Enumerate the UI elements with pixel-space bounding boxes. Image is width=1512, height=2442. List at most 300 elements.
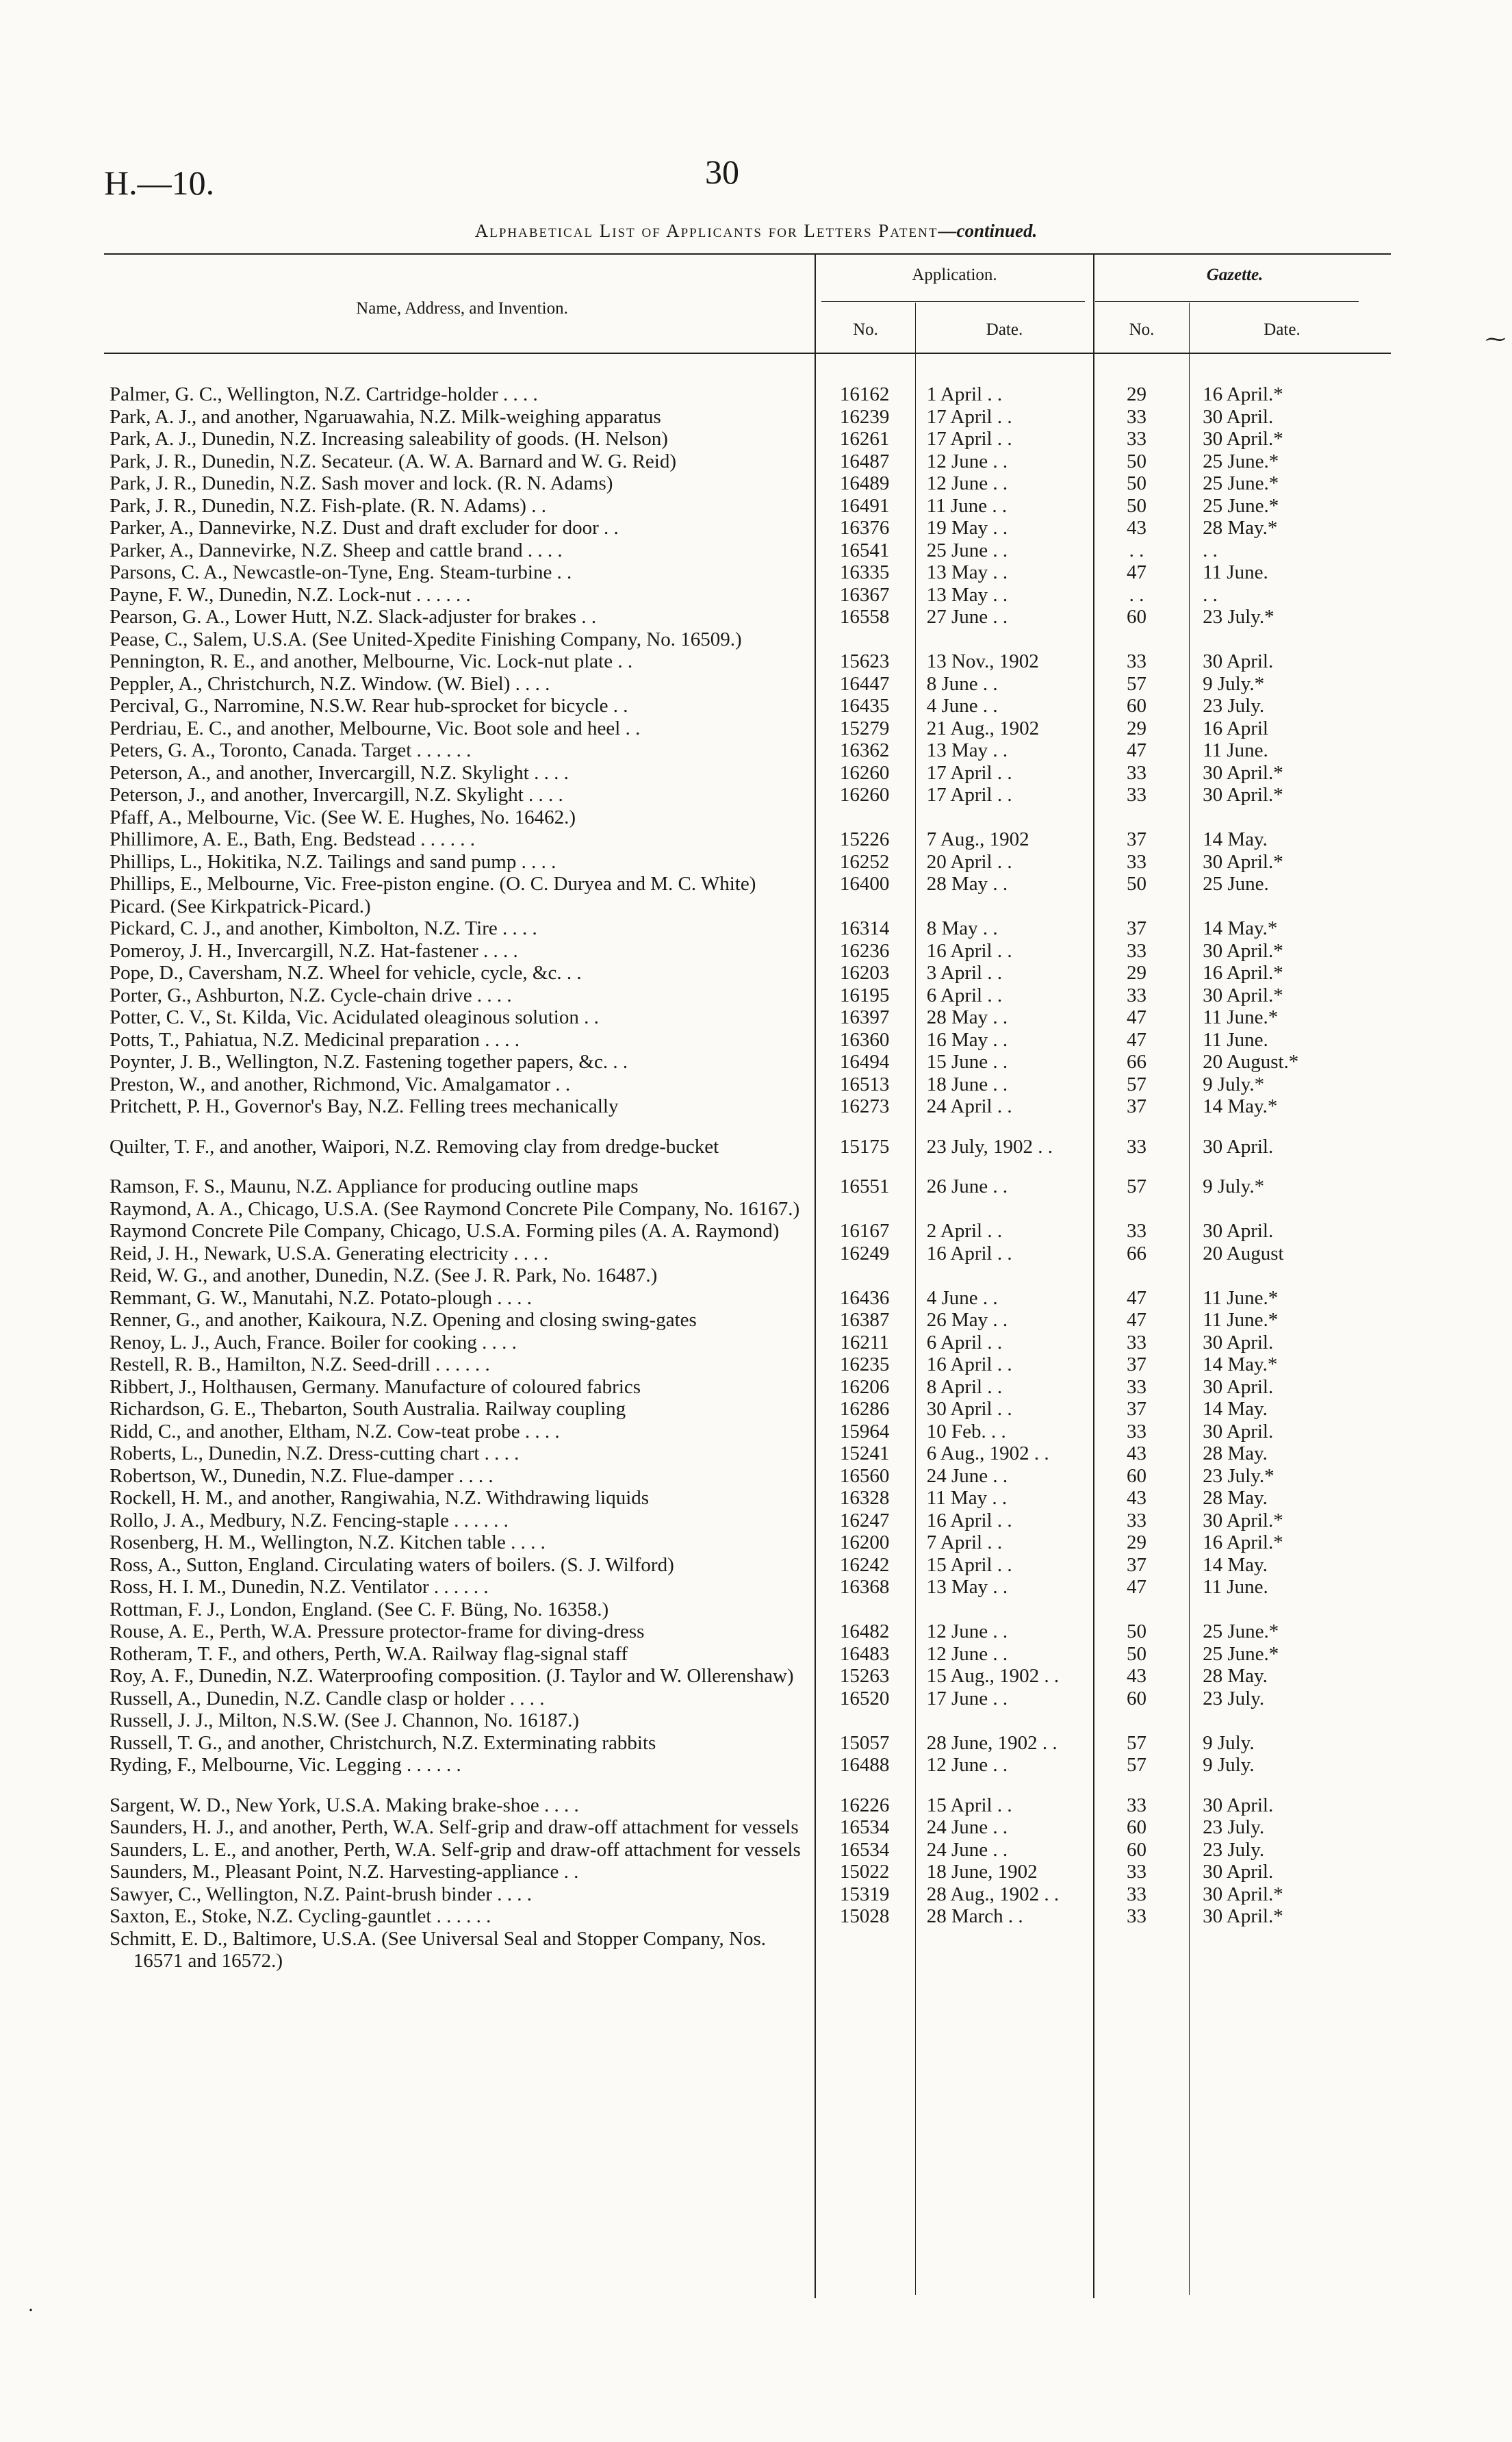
application-no: 15263 xyxy=(839,1665,890,1687)
table-row xyxy=(110,1243,1342,1265)
table-row xyxy=(110,1732,1342,1755)
gazette-no: 66 xyxy=(1127,1051,1147,1073)
application-no: 16260 xyxy=(839,761,890,784)
applicant-name: Quilter, T. F., and another, Waipori, N.Z. Removing clay from dredge-bucket xyxy=(110,1135,719,1158)
application-no: 16260 xyxy=(839,784,890,806)
gazette-date: 9 July. xyxy=(1203,1754,1255,1776)
applicant-name: Russell, J. J., Milton, N.S.W. (See J. Channon, No. 16187.) xyxy=(110,1709,580,1731)
application-date: 16 April . . xyxy=(926,1509,1012,1531)
gazette-date: 14 May. xyxy=(1203,1553,1268,1576)
application-date: 12 June . . xyxy=(926,472,1008,494)
application-no: 16167 xyxy=(839,1220,890,1242)
gazette-date: 25 June.* xyxy=(1203,450,1279,472)
gazette-date: 30 April. xyxy=(1203,1331,1274,1353)
application-no: 16482 xyxy=(839,1620,890,1642)
gazette-no: 43 xyxy=(1127,1487,1147,1509)
applicant-name: Restell, R. B., Hamilton, N.Z. Seed-drill . . . . . . xyxy=(110,1353,490,1375)
gazette-date: 16 April xyxy=(1203,717,1268,739)
application-no: 15623 xyxy=(839,650,890,672)
gazette-date: 23 July. xyxy=(1203,1838,1265,1861)
applicant-name: Ramson, F. S., Maunu, N.Z. Appliance for producing outline maps xyxy=(110,1175,639,1197)
applicant-name: Russell, A., Dunedin, N.Z. Candle clasp or holder . . . . xyxy=(110,1687,545,1709)
applicant-name: Picard. (See Kirkpatrick-Picard.) xyxy=(110,895,371,917)
gazette-date: 23 July. xyxy=(1203,695,1265,717)
applicant-name: Roberts, L., Dunedin, N.Z. Dress-cutting chart . . . . xyxy=(110,1442,520,1464)
gazette-date: 30 April.* xyxy=(1203,784,1283,806)
gazette-no: 50 xyxy=(1127,1620,1147,1642)
applicant-name: Rottman, F. J., London, England. (See C. F. Büng, No. 16358.) xyxy=(110,1598,609,1620)
applicant-list xyxy=(110,383,1342,1972)
application-date: 30 April . . xyxy=(926,1398,1012,1420)
applicant-name: Pritchett, P. H., Governor's Bay, N.Z. Felling trees mechanically xyxy=(110,1095,619,1117)
applicant-name: Park, J. R., Dunedin, N.Z. Secateur. (A. W. A. Barnard and W. G. Reid) xyxy=(110,450,677,472)
application-date: 6 April . . xyxy=(926,1331,1003,1353)
applicant-name: Saunders, H. J., and another, Perth, W.A. Self-grip and draw-off attachment for vessels xyxy=(110,1816,799,1838)
application-underline xyxy=(821,301,1085,302)
applicant-name: Phillips, E., Melbourne, Vic. Free-piston engine. (O. C. Duryea and M. C. White) xyxy=(110,873,756,895)
applicant-name: Preston, W., and another, Richmond, Vic. Amalgamator . . xyxy=(110,1073,571,1095)
table-row xyxy=(110,1905,1342,1928)
applicant-name: Sargent, W. D., New York, U.S.A. Making brake-shoe . . . . xyxy=(110,1794,579,1816)
applicant-name: Rockell, H. M., and another, Rangiwahia, N.Z. Withdrawing liquids xyxy=(110,1487,650,1509)
gazette-no: 50 xyxy=(1127,450,1147,472)
application-no: 16368 xyxy=(839,1576,890,1598)
applicant-name: Saunders, M., Pleasant Point, N.Z. Harvesting-appliance . . xyxy=(110,1861,579,1883)
application-no: 16226 xyxy=(839,1794,890,1816)
gazette-date: 30 April. xyxy=(1203,1420,1274,1442)
gazette-no: 47 xyxy=(1127,561,1147,583)
application-no: 15175 xyxy=(839,1135,890,1158)
table-row xyxy=(110,1051,1342,1073)
application-date: 28 May . . xyxy=(926,1006,1008,1028)
gazette-date: 11 June. xyxy=(1203,1028,1268,1051)
table-row xyxy=(110,1095,1342,1118)
application-no: 16520 xyxy=(839,1687,890,1709)
gazette-date: 30 April. xyxy=(1203,1861,1274,1883)
application-date: 8 April . . xyxy=(926,1375,1003,1398)
application-date: 15 April . . xyxy=(926,1794,1012,1816)
table-row xyxy=(110,517,1342,539)
applicant-name: Pennington, R. E., and another, Melbourne, Vic. Lock-nut plate . . xyxy=(110,650,633,672)
applicant-name: Poynter, J. B., Wellington, N.Z. Fastening together papers, &c. . . xyxy=(110,1051,628,1073)
table-row xyxy=(110,495,1342,518)
application-no: 15964 xyxy=(839,1420,890,1442)
application-date: 6 Aug., 1902 . . xyxy=(926,1442,1049,1464)
table-row xyxy=(110,739,1342,762)
applicant-name: Pease, C., Salem, U.S.A. (See United-Xpedite Finishing Company, No. 16509.) xyxy=(110,628,742,650)
gazette-date: 30 April.* xyxy=(1203,1509,1283,1531)
gazette-no: 33 xyxy=(1127,784,1147,806)
table-row xyxy=(110,1442,1342,1465)
applicant-name: Porter, G., Ashburton, N.Z. Cycle-chain drive . . . . xyxy=(110,984,512,1006)
gazette-no: 37 xyxy=(1127,828,1147,850)
applicant-name: Raymond Concrete Pile Company, Chicago, U.S.A. Forming piles (A. A. Raymond) xyxy=(110,1220,780,1242)
application-date-header: Date. xyxy=(986,320,1023,339)
applicant-name: Park, J. R., Dunedin, N.Z. Sash mover and lock. (R. N. Adams) xyxy=(110,472,613,494)
application-date: 12 June . . xyxy=(926,1620,1008,1642)
application-no: 16236 xyxy=(839,939,890,962)
name-column-header: Name, Address, and Invention. xyxy=(356,299,568,318)
application-date: 11 June . . xyxy=(926,494,1008,517)
gazette-date: 30 April.* xyxy=(1203,850,1283,873)
application-no: 15279 xyxy=(839,717,890,739)
application-date: 28 March . . xyxy=(926,1905,1023,1927)
gazette-date: 11 June. xyxy=(1203,561,1268,583)
table-row xyxy=(110,984,1342,1007)
gazette-no: . . xyxy=(1129,539,1144,561)
table-row xyxy=(110,917,1342,940)
application-no: 16397 xyxy=(839,1006,890,1028)
applicant-name: Park, J. R., Dunedin, N.Z. Fish-plate. (R. N. Adams) . . xyxy=(110,494,546,517)
gazette-no: 60 xyxy=(1127,1838,1147,1861)
gazette-date: 25 June.* xyxy=(1203,1642,1279,1665)
gazette-date: 30 April. xyxy=(1203,650,1274,672)
application-no: 16286 xyxy=(839,1398,890,1420)
gazette-no: 33 xyxy=(1127,984,1147,1006)
applicant-name: Rosenberg, H. M., Wellington, N.Z. Kitchen table . . . . xyxy=(110,1531,546,1553)
gazette-no: 33 xyxy=(1127,1375,1147,1398)
gazette-date: 30 April. xyxy=(1203,1794,1274,1816)
application-date: 8 June . . xyxy=(926,672,998,695)
application-no: 16435 xyxy=(839,695,890,717)
application-date: 24 June . . xyxy=(926,1838,1008,1861)
gazette-date: 30 April.* xyxy=(1203,428,1283,450)
application-no: 16376 xyxy=(839,517,890,539)
table-row xyxy=(110,1136,1342,1158)
application-date: 28 Aug., 1902 . . xyxy=(926,1883,1060,1905)
table-row xyxy=(110,1487,1342,1510)
application-date: 8 May . . xyxy=(926,917,998,939)
gazette-no: 50 xyxy=(1127,873,1147,895)
applicant-name: Parsons, C. A., Newcastle-on-Tyne, Eng. Steam-turbine . . xyxy=(110,561,572,583)
gazette-date: 14 May. xyxy=(1203,828,1268,850)
application-no: 16488 xyxy=(839,1754,890,1776)
applicant-name: Perdriau, E. C., and another, Melbourne, Vic. Boot sole and heel . . xyxy=(110,717,641,739)
table-row xyxy=(110,1376,1342,1399)
table-row xyxy=(110,628,1342,651)
title-suffix: —continued. xyxy=(938,220,1038,241)
applicant-name: Pomeroy, J. H., Invercargill, N.Z. Hat-fastener . . . . xyxy=(110,939,518,962)
applicant-name: Phillips, L., Hokitika, N.Z. Tailings and sand pump . . . . xyxy=(110,850,556,873)
table-row xyxy=(110,1287,1342,1310)
gazette-no: 33 xyxy=(1127,1420,1147,1442)
application-no: 15319 xyxy=(839,1883,890,1905)
application-date: 18 June . . xyxy=(926,1073,1008,1095)
table-row xyxy=(110,1264,1342,1287)
application-no: 16534 xyxy=(839,1816,890,1838)
application-no: 16200 xyxy=(839,1531,890,1553)
applicant-name: Palmer, G. C., Wellington, N.Z. Cartridge-holder . . . . xyxy=(110,383,538,405)
gazette-date: 23 July. xyxy=(1203,1816,1265,1838)
applicant-name: Park, A. J., Dunedin, N.Z. Increasing saleability of goods. (H. Nelson) xyxy=(110,428,668,450)
application-date: 6 April . . xyxy=(926,984,1003,1006)
gazette-date: . . xyxy=(1203,539,1218,561)
application-date: 13 Nov., 1902 xyxy=(926,650,1039,672)
gazette-date: 30 April. xyxy=(1203,1135,1274,1158)
table-row xyxy=(110,1665,1342,1688)
gazette-date: 23 July.* xyxy=(1203,1464,1274,1487)
application-no: 16203 xyxy=(839,962,890,984)
gazette-no: 47 xyxy=(1127,1006,1147,1028)
application-no: 16211 xyxy=(840,1331,889,1353)
gazette-date: 14 May.* xyxy=(1203,917,1278,939)
gazette-no: 29 xyxy=(1127,962,1147,984)
table-row xyxy=(110,1029,1342,1052)
application-no: 16328 xyxy=(839,1487,890,1509)
gazette-no: 57 xyxy=(1127,1175,1147,1197)
gazette-no: . . xyxy=(1129,583,1144,606)
applicant-name: Phillimore, A. E., Bath, Eng. Bedstead . . . . . . xyxy=(110,828,476,850)
gazette-no: 60 xyxy=(1127,1687,1147,1709)
gazette-date: 25 June. xyxy=(1203,873,1269,895)
gazette-date: 28 May. xyxy=(1203,1487,1268,1509)
applicant-name: Pfaff, A., Melbourne, Vic. (See W. E. Hughes, No. 16462.) xyxy=(110,806,576,828)
gazette-no: 57 xyxy=(1127,1073,1147,1095)
margin-dot: · xyxy=(27,2299,34,2322)
gazette-no: 57 xyxy=(1127,672,1147,695)
application-no: 16558 xyxy=(839,606,890,628)
gazette-no: 33 xyxy=(1127,761,1147,784)
application-date: 10 Feb. . . xyxy=(926,1420,1006,1442)
applicant-name: Peppler, A., Christchurch, N.Z. Window. (W. Biel) . . . . xyxy=(110,672,550,695)
gazette-no: 50 xyxy=(1127,1642,1147,1665)
applicant-name: Rotheram, T. F., and others, Perth, W.A. Railway flag-signal staff xyxy=(110,1642,628,1665)
gazette-no: 47 xyxy=(1127,1286,1147,1309)
applicant-name: Potter, C. V., St. Kilda, Vic. Acidulated oleaginous solution . . xyxy=(110,1006,599,1028)
application-date: 2 April . . xyxy=(926,1220,1003,1242)
applicant-name: Ryding, F., Melbourne, Vic. Legging . . . . . . xyxy=(110,1754,461,1776)
application-no: 16483 xyxy=(839,1642,890,1665)
gazette-date-header: Date. xyxy=(1264,320,1300,339)
application-no: 16252 xyxy=(839,850,890,873)
applicant-name: Raymond, A. A., Chicago, U.S.A. (See Raymond Concrete Pile Company, No. 16167.) xyxy=(110,1197,800,1220)
application-header: Application. xyxy=(912,266,997,284)
gazette-no: 43 xyxy=(1127,1665,1147,1687)
applicant-name: Payne, F. W., Dunedin, N.Z. Lock-nut . . . . . . xyxy=(110,583,471,606)
margin-mark: ⁓ xyxy=(1485,328,1506,351)
gazette-no: 37 xyxy=(1127,917,1147,939)
gazette-no: 50 xyxy=(1127,472,1147,494)
table-row xyxy=(110,1839,1342,1861)
gazette-date: 30 April. xyxy=(1203,1375,1274,1398)
application-no: 16513 xyxy=(839,1073,890,1095)
table-row xyxy=(110,1883,1342,1906)
applicant-name: Ridd, C., and another, Eltham, N.Z. Cow-teat probe . . . . xyxy=(110,1420,560,1442)
application-date: 15 Aug., 1902 . . xyxy=(926,1665,1060,1687)
gazette-date: 9 July.* xyxy=(1203,1073,1265,1095)
gazette-no: 43 xyxy=(1127,1442,1147,1464)
applicant-name: Pickard, C. J., and another, Kimbolton, N.Z. Tire . . . . xyxy=(110,917,537,939)
gazette-date: 30 April.* xyxy=(1203,939,1283,962)
gazette-no: 33 xyxy=(1127,1794,1147,1816)
gazette-no: 57 xyxy=(1127,1754,1147,1776)
gazette-no: 29 xyxy=(1127,717,1147,739)
table-row xyxy=(110,1620,1342,1643)
applicant-name: Reid, W. G., and another, Dunedin, N.Z. (See J. R. Park, No. 16487.) xyxy=(110,1264,658,1286)
gazette-no: 33 xyxy=(1127,850,1147,873)
gazette-date: 14 May.* xyxy=(1203,1095,1278,1117)
gazette-header xyxy=(1094,266,1375,285)
table-row xyxy=(110,1353,1342,1376)
gazette-no: 33 xyxy=(1127,1861,1147,1883)
table-row xyxy=(110,1332,1342,1354)
gazette-no: 33 xyxy=(1127,1509,1147,1531)
table-row xyxy=(110,606,1342,628)
table-row xyxy=(110,806,1342,829)
application-no: 15028 xyxy=(839,1905,890,1927)
gazette-no: 60 xyxy=(1127,1816,1147,1838)
application-no: 15241 xyxy=(839,1442,890,1464)
applicant-name: Ross, A., Sutton, England. Circulating waters of boilers. (S. J. Wilford) xyxy=(110,1553,674,1576)
application-no: 16387 xyxy=(839,1309,890,1331)
application-no: 16239 xyxy=(839,405,890,428)
applicant-name: Russell, T. G., and another, Christchurch, N.Z. Exterminating rabbits xyxy=(110,1731,656,1754)
application-date: 24 June . . xyxy=(926,1464,1008,1487)
application-date: 12 June . . xyxy=(926,1754,1008,1776)
application-date: 15 April . . xyxy=(926,1553,1012,1576)
application-no: 16541 xyxy=(839,539,890,561)
applicant-name: Park, A. J., and another, Ngaruawahia, N.Z. Milk-weighing apparatus xyxy=(110,405,661,428)
application-date: 24 April . . xyxy=(926,1095,1012,1117)
application-date: 26 June . . xyxy=(926,1175,1008,1197)
applicant-name: Roy, A. F., Dunedin, N.Z. Waterproofing composition. (J. Taylor and W. Ollerenshaw) xyxy=(110,1665,794,1687)
table-row xyxy=(110,1073,1342,1096)
application-date: 12 June . . xyxy=(926,450,1008,472)
applicant-name: Parker, A., Dannevirke, N.Z. Sheep and cattle brand . . . . xyxy=(110,539,563,561)
applicant-name: Rouse, A. E., Perth, W.A. Pressure protector-frame for diving-dress xyxy=(110,1620,645,1642)
application-date: 3 April . . xyxy=(926,962,1003,984)
table-row xyxy=(110,762,1342,785)
table-row xyxy=(110,1421,1342,1443)
applicant-name: Robertson, W., Dunedin, N.Z. Flue-damper . . . . xyxy=(110,1464,494,1487)
gazette-date: 11 June.* xyxy=(1203,1309,1279,1331)
table-row xyxy=(110,784,1342,806)
gazette-no: 66 xyxy=(1127,1242,1147,1264)
application-no: 16447 xyxy=(839,672,890,695)
application-date: 18 June, 1902 xyxy=(926,1861,1038,1883)
application-date: 24 June . . xyxy=(926,1816,1008,1838)
gazette-no: 33 xyxy=(1127,428,1147,450)
gazette-no: 33 xyxy=(1127,650,1147,672)
gazette-date: 30 April.* xyxy=(1203,1905,1283,1927)
table-row xyxy=(110,1175,1342,1198)
application-date: 16 May . . xyxy=(926,1028,1008,1051)
table-row xyxy=(110,1220,1342,1243)
gazette-underline xyxy=(1095,301,1359,302)
applicant-name: Peterson, J., and another, Invercargill, N.Z. Skylight . . . . xyxy=(110,784,563,806)
applicant-name: Saunders, L. E., and another, Perth, W.A. Self-grip and draw-off attachment for vessels xyxy=(110,1838,801,1861)
gazette-no: 33 xyxy=(1127,1883,1147,1905)
application-no: 15022 xyxy=(839,1861,890,1883)
application-date: 16 April . . xyxy=(926,1353,1012,1375)
table-row xyxy=(110,1554,1342,1577)
applicant-name: Richardson, G. E., Thebarton, South Australia. Railway coupling xyxy=(110,1398,626,1420)
applicant-name: Reid, J. H., Newark, U.S.A. Generating electricity . . . . xyxy=(110,1242,549,1264)
table-row xyxy=(110,828,1342,851)
title-text: Alphabetical List of Applicants for Letters Patent xyxy=(474,220,938,241)
applicant-name: Saxton, E., Stoke, N.Z. Cycling-gauntlet . . . . . . xyxy=(110,1905,491,1927)
gazette-date: 11 June. xyxy=(1203,739,1268,761)
application-no: 16487 xyxy=(839,450,890,472)
gazette-date: 25 June.* xyxy=(1203,472,1279,494)
gazette-date: 25 June.* xyxy=(1203,494,1279,517)
gazette-date: 9 July.* xyxy=(1203,1175,1265,1197)
table-row xyxy=(110,650,1342,673)
gazette-date: 28 May. xyxy=(1203,1665,1268,1687)
gazette-no: 33 xyxy=(1127,1331,1147,1353)
applicant-name: Peters, G. A., Toronto, Canada. Target . . . . . . xyxy=(110,739,472,761)
application-date: 25 June . . xyxy=(926,539,1008,561)
application-date: 28 May . . xyxy=(926,873,1008,895)
application-date: 17 April . . xyxy=(926,405,1012,428)
application-no: 16360 xyxy=(839,1028,890,1051)
gazette-date: 11 June. xyxy=(1203,1576,1268,1598)
application-no: 16560 xyxy=(839,1464,890,1487)
top-rule xyxy=(104,253,1391,255)
applicant-name: Pearson, G. A., Lower Hutt, N.Z. Slack-adjuster for brakes . . xyxy=(110,606,597,628)
page-number: 30 xyxy=(705,153,739,191)
gazette-no: 43 xyxy=(1127,517,1147,539)
applicant-name: Rollo, J. A., Medbury, N.Z. Fencing-staple . . . . . . xyxy=(110,1509,509,1531)
table-row xyxy=(110,1643,1342,1666)
gazette-no: 60 xyxy=(1127,695,1147,717)
application-date: 17 June . . xyxy=(926,1687,1008,1709)
application-date: 16 April . . xyxy=(926,1242,1012,1264)
gazette-no: 37 xyxy=(1127,1553,1147,1576)
gazette-date: 20 August.* xyxy=(1203,1051,1299,1073)
application-date: 19 May . . xyxy=(926,517,1008,539)
application-date: 7 Aug., 1902 xyxy=(926,828,1029,850)
table-row xyxy=(110,1816,1342,1839)
application-date: 13 May . . xyxy=(926,739,1008,761)
table-row xyxy=(110,717,1342,740)
gazette-date: 14 May. xyxy=(1203,1398,1268,1420)
application-no: 16206 xyxy=(839,1375,890,1398)
gazette-date: 16 April.* xyxy=(1203,962,1283,984)
application-date: 1 April . . xyxy=(926,383,1003,405)
header-bottom-rule xyxy=(104,353,1391,354)
gazette-no: 47 xyxy=(1127,1028,1147,1051)
table-row xyxy=(110,1309,1342,1332)
application-date: 13 May . . xyxy=(926,583,1008,606)
application-date: 21 Aug., 1902 xyxy=(926,717,1040,739)
table-row xyxy=(110,584,1342,607)
application-date: 12 June . . xyxy=(926,1642,1008,1665)
table-row xyxy=(110,1688,1342,1710)
application-date: 17 April . . xyxy=(926,428,1012,450)
application-date: 4 June . . xyxy=(926,695,998,717)
table-row xyxy=(110,1510,1342,1532)
table-row xyxy=(110,1576,1342,1599)
gazette-no: 47 xyxy=(1127,1309,1147,1331)
application-no: 16273 xyxy=(839,1095,890,1117)
gazette-no: 60 xyxy=(1127,606,1147,628)
table-row xyxy=(110,962,1342,984)
application-no: 16162 xyxy=(839,383,890,405)
application-date: 11 May . . xyxy=(926,1487,1008,1509)
gazette-date: 30 April. xyxy=(1203,405,1274,428)
applicant-name: Renner, G., and another, Kaikoura, N.Z. Opening and closing swing-gates xyxy=(110,1309,697,1331)
table-row xyxy=(110,1398,1342,1421)
applicant-name: Potts, T., Pahiatua, N.Z. Medicinal preparation . . . . xyxy=(110,1028,520,1051)
application-no: 16235 xyxy=(839,1353,890,1375)
application-date: 13 May . . xyxy=(926,1576,1008,1598)
application-no: 16335 xyxy=(839,561,890,583)
application-no: 16491 xyxy=(839,494,890,517)
table-row xyxy=(110,406,1342,429)
table-row xyxy=(110,472,1342,495)
application-date: 17 April . . xyxy=(926,784,1012,806)
